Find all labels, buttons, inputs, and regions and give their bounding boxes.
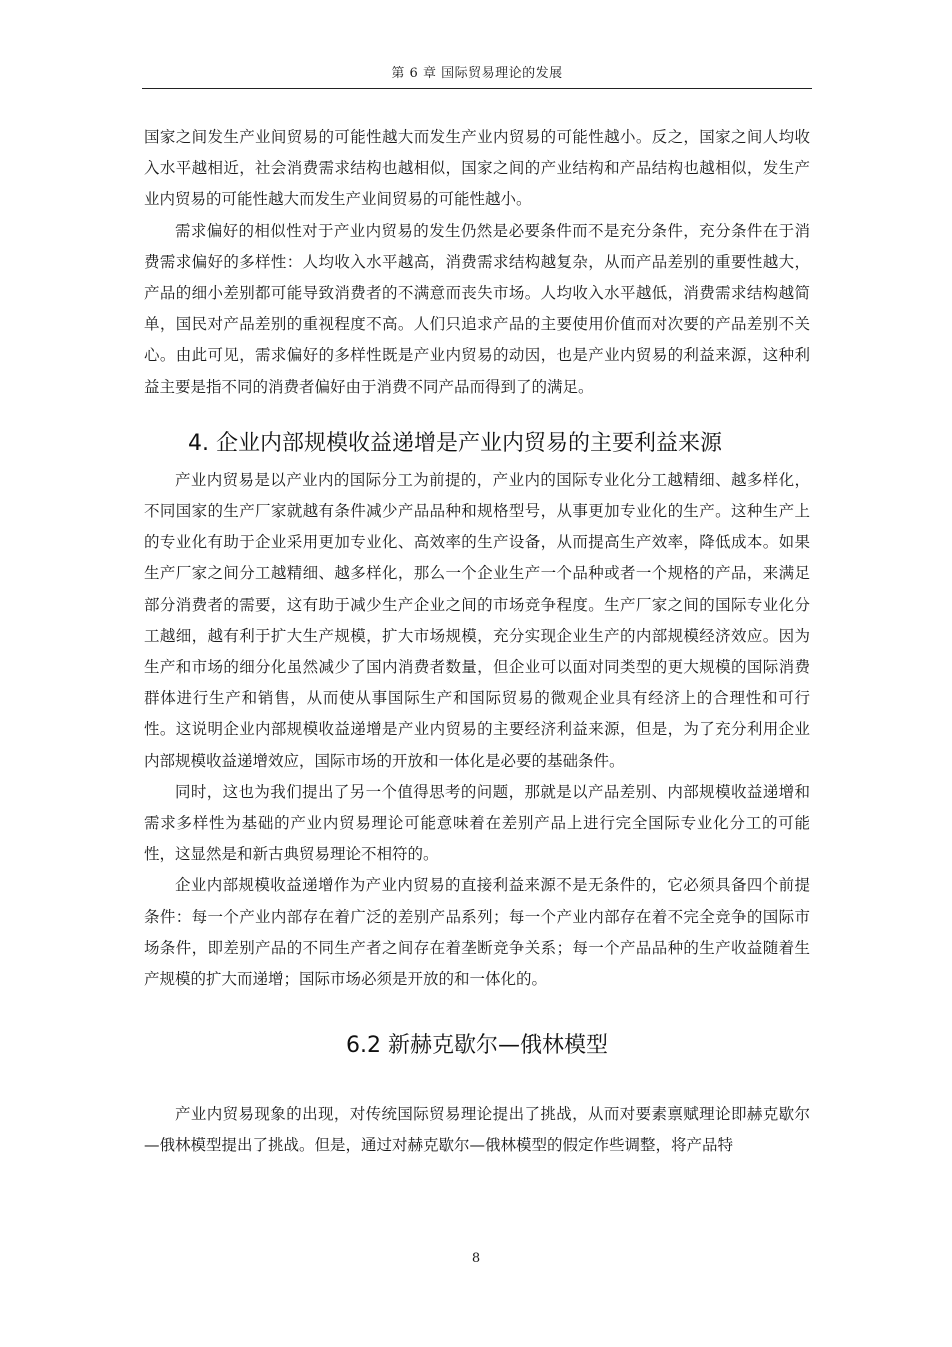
paragraph-preconditions: 企业内部规模收益递增作为产业内贸易的直接利益来源不是无条件的，它必须具备四个前提条件：每一个产业内部存在着广泛的差别产品系列；每一个产业内部存在着不完全竞争的国际市场条件，即差别产品的不同生产者之间存在着垄断竞争关系；每一个产品品种的生产收益随着生产规模的扩大而递增；国际市场必须是开放的和一体化的。 [144, 876, 810, 989]
paragraph-further-question: 同时，这也为我们提出了另一个值得思考的问题，那就是以产品差别、内部规模收益递增和需求多样性为基础的产业内贸易理论可能意味着在差别产品上进行完全国际专业化分工的可能性，这显然是和新古典贸易理论不相符的。 [144, 782, 810, 864]
page-number: 8 [471, 1251, 481, 1266]
paragraph-new-ho-model: 产业内贸易现象的出现，对传统国际贸易理论提出了挑战，从而对要素禀赋理论即赫克歇尔—俄林模型提出了挑战。但是，通过对赫克歇尔—俄林模型的假定作些调整，将产品特 [144, 1105, 810, 1155]
header-rule [142, 88, 812, 89]
running-header: 第 6 章 国际贸易理论的发展 [391, 66, 563, 81]
paragraph-continued: 国家之间发生产业间贸易的可能性越大而发生产业内贸易的可能性越小。反之，国家之间人均收入水平越相近，社会消费需求结构也越相似，国家之间的产业结构和产品结构也越相似，发生产业内贸易的可能性越大而发生产业间贸易的可能性越小。 [144, 128, 810, 209]
page-content [144, 122, 810, 1162]
section-heading-4: 4. 企业内部规模收益递增是产业内贸易的主要利益来源 [188, 430, 722, 456]
paragraph-intra-industry-specialization: 产业内贸易是以产业内的国际分工为前提的，产业内的国际专业化分工越精细、越多样化，不同国家的生产厂家就越有条件减少产品品种和规格型号，从事更加专业化的生产。这种生产上的专业化有助于企业采用更加专业化、高效率的生产设备，从而提高生产效率，降低成本。如果生产厂家之间分工越精细、越多样化，那么一个企业生产一个品种或者一个规格的产品，来满足部分消费者的需要，这有助于减少生产企业之间的市场竞争程度。生产厂家之间的国际专业化分工越细，越有利于扩大生产规模，扩大市场规模，充分实现企业生产的内部规模经济效应。因为生产和市场的细分化虽然减少了国内消费者数量，但企业可以面对同类型的更大规模的国际消费群体进行生产和销售，从而使从事国际生产和国际贸易的微观企业具有经济上的合理性和可行性。这说明企业内部规模收益递增是产业内贸易的主要经济利益来源，但是，为了充分利用企业内部规模收益递增效应，国际市场的开放和一体化是必要的基础条件。 [144, 470, 810, 770]
section-heading-6-2: 6.2 新赫克歇尔—俄林模型 [346, 1033, 608, 1059]
paragraph-demand-preference: 需求偏好的相似性对于产业内贸易的发生仍然是必要条件而不是充分条件，充分条件在于消费需求偏好的多样性：人均收入水平越高，消费需求结构越复杂，从而产品差别的重要性越大，产品的细小差别都可能导致消费者的不满意而丧失市场。人均收入水平越低，消费需求结构越简单，国民对产品差别的重视程度不高。人们只追求产品的主要使用价值而对次要的产品差别不关心。由此可见，需求偏好的多样性既是产业内贸易的动因，也是产业内贸易的利益来源，这种利益主要是指不同的消费者偏好由于消费不同产品而得到了的满足。 [144, 221, 810, 396]
